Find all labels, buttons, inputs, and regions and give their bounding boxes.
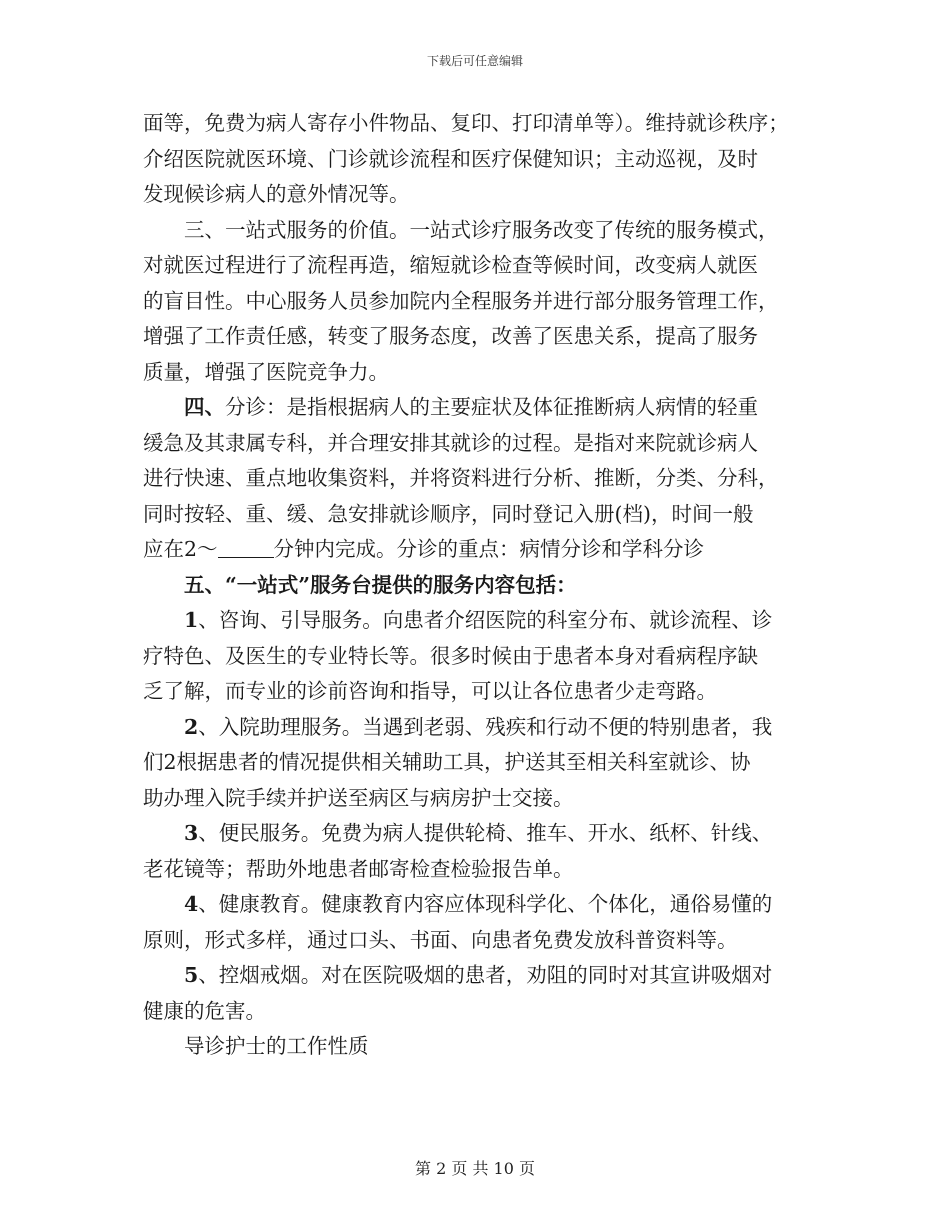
- text-line: 原则，形式多样，通过口头、书面、向患者免费发放科普资料等。: [143, 927, 738, 952]
- text-line: 疗特色、及医生的专业特长等。很多时候由于患者本身对看病程序缺: [143, 643, 758, 668]
- text-run: 分诊：是指根据病人的主要症状及体征推断病人病情的轻重: [225, 395, 758, 419]
- text-line: 的盲目性。中心服务人员参加院内全程服务并进行部分服务管理工作，: [143, 288, 779, 313]
- text-line: [143, 532, 809, 568]
- text-line: 进行快速、重点地收集资料，并将资料进行分析、推断，分类、分科，: [143, 466, 779, 490]
- item-number: 3: [184, 821, 199, 845]
- text-line: [143, 390, 809, 426]
- text-line: 们2根据患者的情况提供相关辅助工具，护送其至相关科室就诊、协: [143, 750, 751, 774]
- text-line: 面等，免费为病人寄存小件物品、复印、打印清单等）。维持就诊秩序；: [143, 111, 789, 135]
- text-line: 质量，增强了医院竞争力。: [143, 359, 389, 384]
- text-run: 、便民服务。免费为病人提供轮椅、推车、开水、纸杯、针线、: [198, 821, 773, 845]
- page-footer: 第 2 页 共 10 页: [415, 1159, 535, 1178]
- text-line: 三、一站式服务的价值。一站式诊疗服务改变了传统的服务模式，: [184, 217, 779, 242]
- text-run: 、健康教育。健康教育内容应体现科学化、个体化，通俗易懂的: [198, 892, 773, 916]
- page-header: 下载后可任意编辑: [426, 54, 523, 68]
- text-run: 分钟内完成。分诊的重点：病情分诊和学科分诊: [273, 537, 705, 561]
- text-line: 同时按轻、重、缓、急安排就诊顺序，同时登记入册(档)，时间一般: [143, 501, 754, 526]
- text-line: 发现候诊病人的意外情况等。: [143, 182, 410, 206]
- text-run: 、入院助理服务。当遇到老弱、残疾和行动不便的特别患者，我: [198, 714, 773, 739]
- section-number: 四、: [184, 395, 225, 419]
- section-heading: 五、“一站式”服务台提供的服务内容包括：: [184, 572, 577, 597]
- text-line: 对就医过程进行了流程再造，缩短就诊检查等候时间，改变病人就医: [143, 253, 758, 277]
- text-line: 导诊护士的工作性质: [184, 1034, 369, 1058]
- item-number: 2: [184, 714, 199, 739]
- text-line: 助办理入院手续并护送至病区与病房护士交接。: [143, 785, 574, 810]
- document-body: [143, 106, 809, 1065]
- list-item: [143, 710, 809, 746]
- list-item: [143, 603, 809, 639]
- text-run: 、咨询、引导服务。向患者介绍医院的科室分布、就诊流程、诊: [198, 608, 773, 632]
- fill-in-blank: [218, 537, 274, 558]
- text-line: 健康的危害。: [143, 998, 266, 1023]
- list-item: [143, 887, 809, 923]
- text-line: 乏了解，而专业的诊前咨询和指导，可以让各位患者少走弯路。: [143, 679, 717, 703]
- text-run: 应在2～: [143, 537, 218, 561]
- text-run: 、控烟戒烟。对在医院吸烟的患者，劝阻的同时对其宣讲吸烟对: [198, 963, 773, 987]
- text-line: 缓急及其隶属专科，并合理安排其就诊的过程。是指对来院就诊病人: [143, 430, 758, 455]
- text-line: 介绍医院就医环境、门诊就诊流程和医疗保健知识；主动巡视，及时: [143, 146, 758, 171]
- item-number: 4: [184, 892, 199, 916]
- list-item: [143, 958, 809, 994]
- list-item: [143, 816, 809, 852]
- item-number: 5: [184, 963, 199, 987]
- text-line: 增强了工作责任感，转变了服务态度，改善了医患关系，提高了服务: [143, 324, 758, 348]
- item-number: 1: [184, 608, 199, 632]
- text-line: 老花镜等；帮助外地患者邮寄检查检验报告单。: [143, 856, 574, 881]
